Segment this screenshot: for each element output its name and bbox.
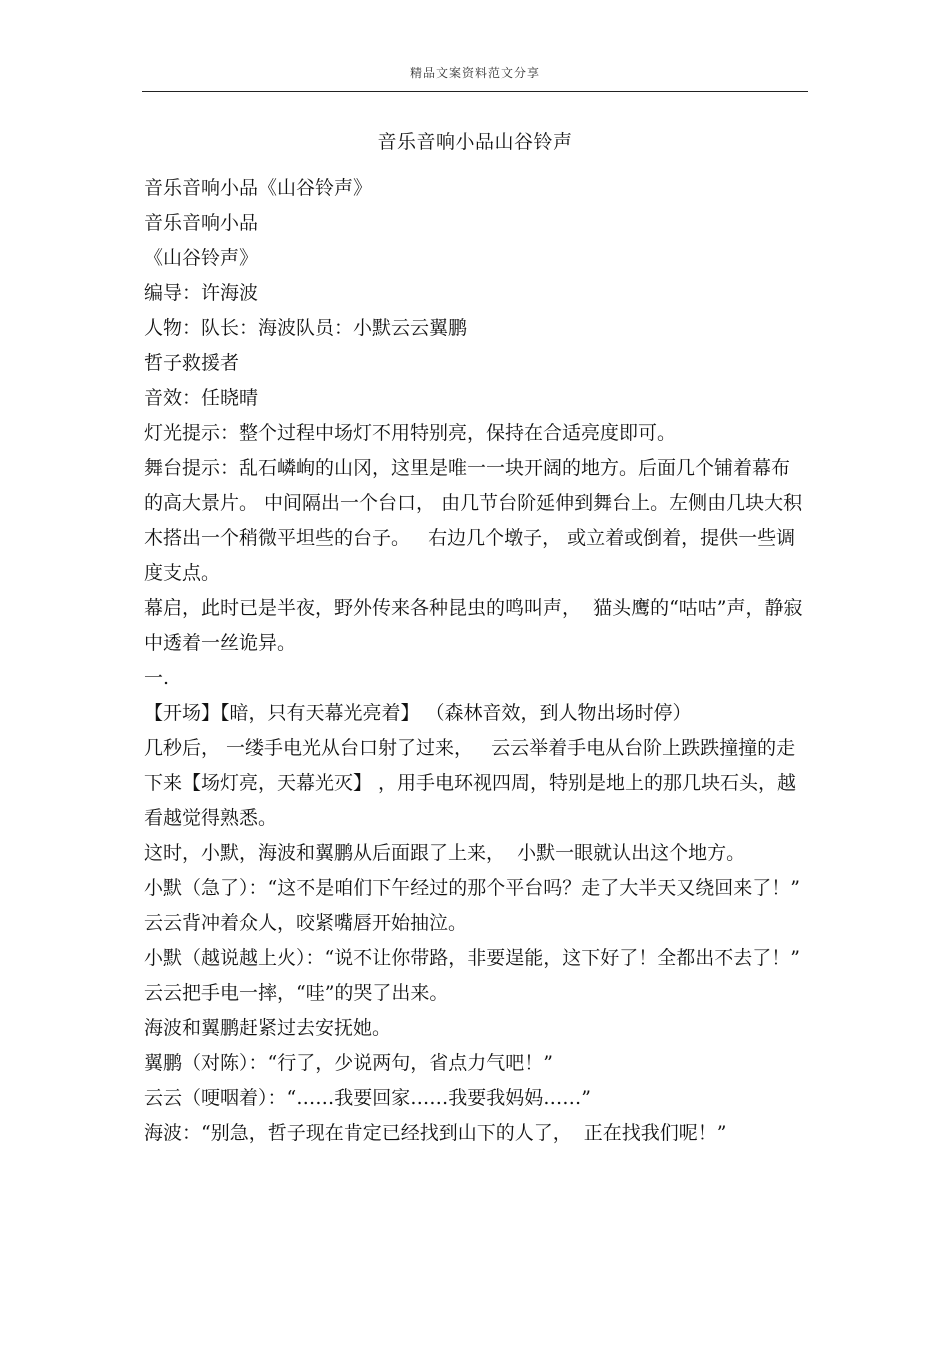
paragraph: 【开场】【暗，只有天幕光亮着】 （森林音效，到人物出场时停） bbox=[144, 702, 692, 724]
paragraph: 一. bbox=[144, 667, 170, 689]
paragraph: 几秒后， 一缕手电光从台口射了过来， 云云举着手电从台阶上跌跌撞撞的走下来【场灯亮，天幕光灭】 ，用手电环视四周，特别是地上的那几块石头，越看越觉得熟悉。 bbox=[144, 737, 797, 829]
paragraph: 幕启，此时已是半夜，野外传来各种昆虫的鸣叫声， 猫头鹰的“咕咕”声，静寂中透着一丝诡异。 bbox=[144, 597, 803, 654]
paragraph: 这时，小默，海波和翼鹏从后面跟了上来， 小默一眼就认出这个地方。 bbox=[144, 842, 746, 864]
paragraph: 海波：“别急，哲子现在肯定已经找到山下的人了， 正在找我们呢！” bbox=[144, 1122, 727, 1144]
document-body bbox=[144, 171, 808, 1151]
paragraph: 编导：许海波 bbox=[144, 282, 259, 304]
document-title: 音乐音响小品山谷铃声 bbox=[377, 131, 573, 153]
paragraph: 云云把手电一摔，“哇”的哭了出来。 bbox=[144, 982, 449, 1004]
page-header: 精品文案资料范文分享 bbox=[409, 66, 540, 80]
paragraph: 云云（哽咽着）：“……我要回家……我要我妈妈……” bbox=[144, 1087, 591, 1109]
paragraph: 灯光提示：整个过程中场灯不用特别亮，保持在合适亮度即可。 bbox=[144, 422, 677, 444]
paragraph: 海波和翼鹏赶紧过去安抚她。 bbox=[144, 1017, 392, 1039]
paragraph: 翼鹏（对陈）：“行了，少说两句，省点力气吧！” bbox=[144, 1052, 553, 1074]
paragraph: 人物：队长：海波队员：小默云云翼鹏 bbox=[144, 317, 468, 339]
paragraph: 音乐音响小品 bbox=[144, 212, 259, 234]
paragraph: 舞台提示：乱石嶙峋的山冈，这里是唯一一块开阔的地方。后面几个铺着幕布的高大景片。 中间隔出一个台口， 由几节台阶延伸到舞台上。左侧由几块大积木搭出一个稍微平坦些的台子。 右边几个墩子， 或立着或倒着，提供一些调度支点。 bbox=[144, 457, 803, 584]
paragraph: 小默（急了）：“这不是咱们下午经过的那个平台吗？走了大半天又绕回来了！” bbox=[144, 877, 800, 899]
paragraph: 音乐音响小品《山谷铃声》 bbox=[144, 177, 373, 199]
header-divider bbox=[142, 91, 808, 92]
paragraph: 音效：任晓晴 bbox=[144, 387, 259, 409]
paragraph: 《山谷铃声》 bbox=[144, 247, 259, 269]
paragraph: 小默（越说越上火）：“说不让你带路，非要逞能，这下好了！全都出不去了！” bbox=[144, 947, 800, 969]
paragraph: 哲子救援者 bbox=[144, 352, 240, 374]
paragraph: 云云背冲着众人，咬紧嘴唇开始抽泣。 bbox=[144, 912, 468, 934]
